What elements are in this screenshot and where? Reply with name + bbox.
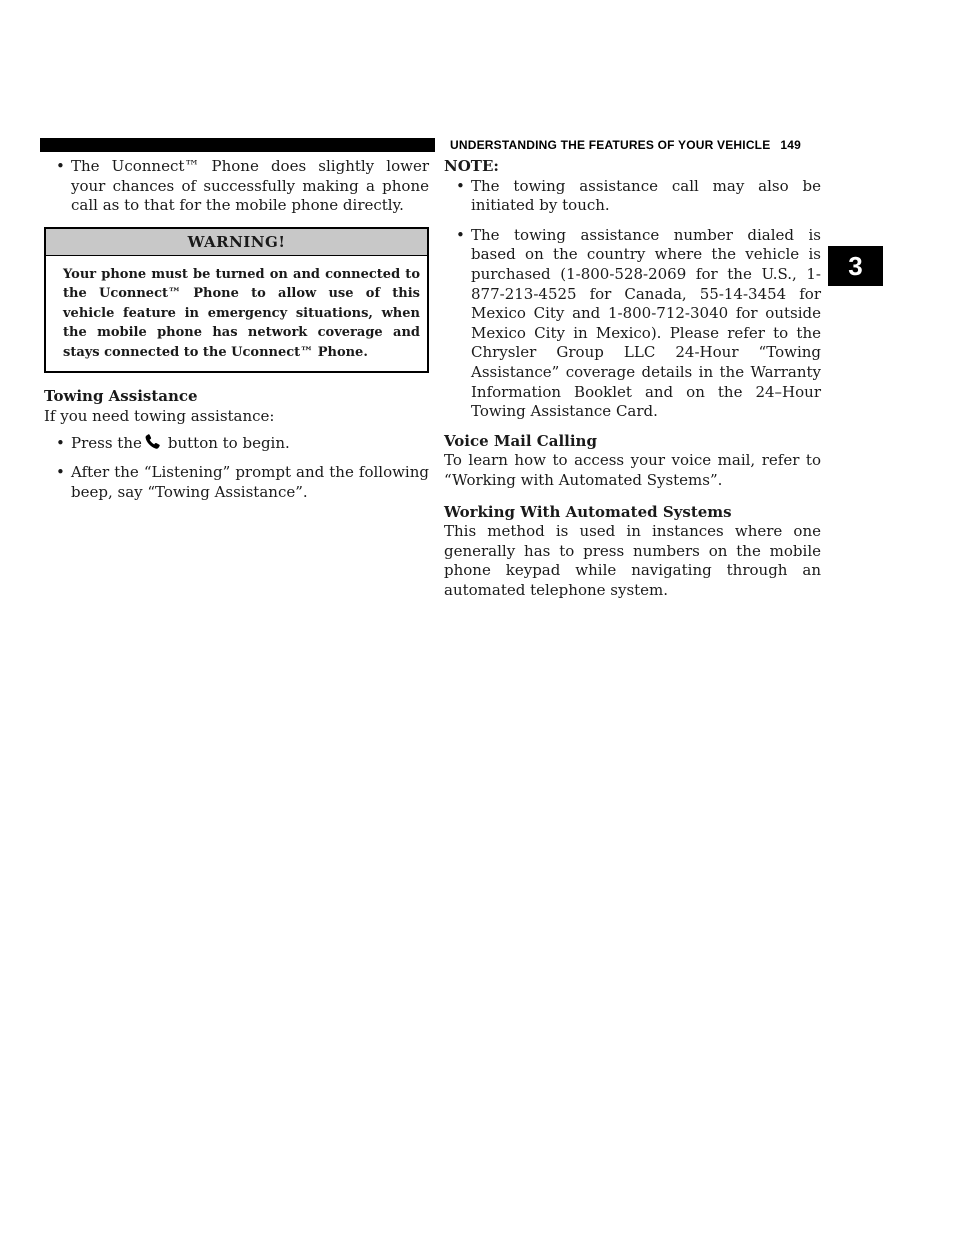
bullet-dot: • xyxy=(56,463,65,482)
bullet-item xyxy=(44,463,429,502)
note-label: NOTE: xyxy=(444,157,499,175)
bullet-item xyxy=(44,434,429,454)
warning-body: Your phone must be turned on and connected to the Uconnect™ Phone to allow use of this vehicle feature in emergency situations, when the mobile phone has network coverage and stays connected to the Uconnect™ Phone. xyxy=(63,266,420,360)
bullet-text: The Uconnect™ Phone does slightly lower your chances of successfully making a phone call as to that for the mobile phone directly. xyxy=(71,157,429,215)
voice-mail-heading: Voice Mail Calling xyxy=(444,431,597,450)
automated-body: This method is used in instances where one generally has to press numbers on the mobile phone keypad while navigating through an automated telephone system. xyxy=(444,522,821,599)
phone-icon xyxy=(144,434,162,450)
bullet-text: The towing assistance number dialed is based on the country where the vehicle is purchased (1-800-528-2069 for the U.S., 1-877-213-4525 for Canada, 55-14-3454 for Mexico City and 1-800-712-3040 for outside Mexico City in Mexico). Please refer to the Chrysler Group LLC 24-Hour “Towing Assistance” coverage details in the Warranty Information Booklet and on the 24–Hour Towing Assistance Card. xyxy=(471,225,821,421)
bullet-text: After the “Listening” prompt and the following beep, say “Towing Assistance”. xyxy=(71,463,429,501)
bullet-dot: • xyxy=(56,434,65,453)
bullet-item xyxy=(44,157,429,216)
towing-heading: Towing Assistance xyxy=(44,387,198,406)
press-text-after: button to begin. xyxy=(167,434,290,453)
press-text-before: Press the xyxy=(71,434,142,453)
warning-title: WARNING! xyxy=(46,229,427,256)
automated-heading: Working With Automated Systems xyxy=(444,502,732,521)
left-column xyxy=(44,157,429,511)
voice-mail-body: To learn how to access your voice mail, refer to “Working with Automated Systems”. xyxy=(444,451,821,489)
warning-box xyxy=(44,227,429,374)
section-title: UNDERSTANDING THE FEATURES OF YOUR VEHICLE xyxy=(450,138,771,152)
header-bar xyxy=(40,138,435,152)
page-number: 149 xyxy=(780,138,802,152)
bullet-dot: • xyxy=(456,225,465,244)
towing-intro: If you need towing assistance: xyxy=(44,406,275,425)
right-column xyxy=(444,157,821,600)
note-bullet xyxy=(444,177,821,216)
bullet-text: The towing assistance call may also be initiated by touch. xyxy=(471,176,821,215)
chapter-tab: 3 xyxy=(828,246,883,286)
header-title xyxy=(450,137,801,153)
note-bullet xyxy=(444,226,821,422)
bullet-dot: • xyxy=(56,157,65,175)
bullet-dot: • xyxy=(456,176,465,195)
page-header xyxy=(0,138,960,152)
